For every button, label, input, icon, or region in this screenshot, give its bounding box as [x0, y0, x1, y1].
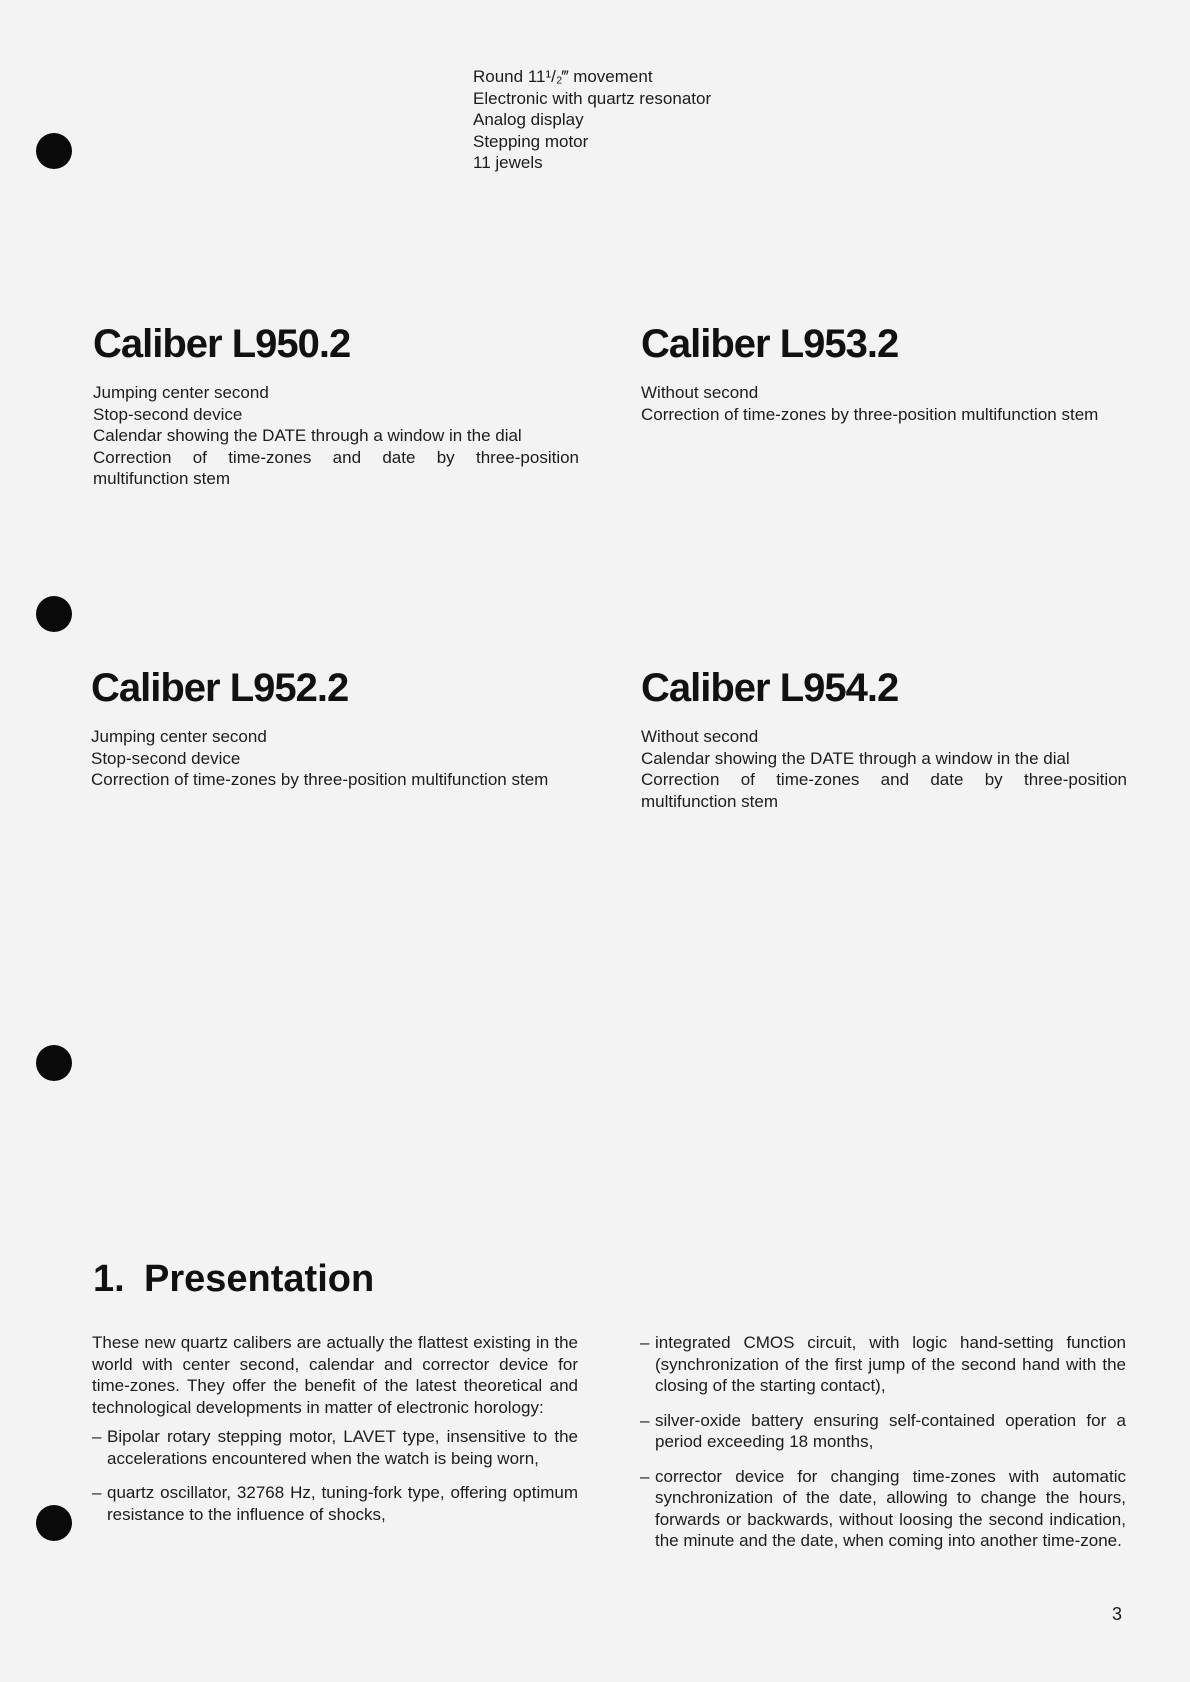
- caliber-feature: Calendar showing the DATE through a window in the dial: [93, 426, 522, 445]
- caliber-feature: Correction of time-zones and date by three-position multifunction stem: [641, 770, 1127, 811]
- spec-line: 11 jewels: [473, 153, 543, 172]
- presentation-right-column: [640, 1332, 1126, 1565]
- dash-marker: –: [640, 1333, 650, 1352]
- caliber-feature: Jumping center second: [91, 727, 267, 746]
- caliber-feature: Correction of time-zones by three-position multifunction stem: [641, 404, 1099, 424]
- caliber-feature: Correction of time-zones by three-position multifunction stem: [91, 770, 549, 789]
- caliber-l953-2: [641, 320, 1127, 425]
- caliber-feature: Without second: [641, 383, 759, 402]
- caliber-feature: Jumping center second: [93, 383, 269, 402]
- list-item: [640, 1332, 1126, 1397]
- spec-line: Analog display: [473, 110, 584, 129]
- caliber-title: Caliber L954.2: [641, 666, 899, 710]
- caliber-l950-2: [93, 320, 579, 490]
- punch-hole: [36, 1045, 72, 1081]
- list-item-text: integrated CMOS circuit, with logic hand-setting function (synchronization of the first jump of the second hand with the closing of the starting contact),: [655, 1333, 1126, 1395]
- caliber-l954-2: [641, 664, 1127, 812]
- dash-marker: –: [92, 1483, 102, 1502]
- list-item-text: corrector device for changing time-zones with automatic synchronization of the date, allowing to change the hours, forwards or backwards, without loosing the second indication, the minute and the date, when coming into another time-zone.: [655, 1466, 1126, 1550]
- caliber-feature: Without second: [641, 727, 759, 746]
- caliber-title: Caliber L950.2: [93, 322, 351, 366]
- page-number: 3: [1112, 1604, 1123, 1624]
- list-item: [640, 1466, 1126, 1552]
- dash-marker: –: [92, 1427, 102, 1446]
- section-heading: Presentation: [144, 1258, 375, 1300]
- punch-hole: [36, 1505, 72, 1541]
- caliber-title: Caliber L953.2: [641, 322, 899, 366]
- punch-hole: [36, 133, 72, 169]
- caliber-feature: Correction of time-zones and date by three-position multifunction stem: [93, 447, 579, 488]
- section-number: 1.: [93, 1258, 125, 1300]
- dash-marker: –: [640, 1466, 650, 1486]
- presentation-left-column: [92, 1332, 578, 1538]
- spec-line: Stepping motor: [473, 131, 589, 151]
- list-item-text: quartz oscillator, 32768 Hz, tuning-fork type, offering optimum resistance to the influence of shocks,: [107, 1483, 578, 1524]
- list-item-text: Bipolar rotary stepping motor, LAVET type, insensitive to the accelerations encountered when the watch is being worn,: [107, 1427, 578, 1468]
- punch-hole: [36, 596, 72, 632]
- spec-line: Electronic with quartz resonator: [473, 88, 712, 108]
- list-item-text: silver-oxide battery ensuring self-contained operation for a period exceeding 18 months,: [655, 1410, 1126, 1451]
- caliber-l952-2: [91, 664, 577, 791]
- caliber-feature: Stop-second device: [93, 404, 243, 424]
- dash-marker: –: [640, 1410, 650, 1430]
- caliber-title: Caliber L952.2: [91, 666, 349, 710]
- caliber-feature: Calendar showing the DATE through a window in the dial: [641, 748, 1070, 768]
- spec-line: Round 11¹/₂‴ movement: [473, 67, 653, 86]
- caliber-feature: Stop-second device: [91, 748, 241, 768]
- list-item: [92, 1482, 578, 1525]
- section-title: [93, 1258, 374, 1301]
- presentation-intro: These new quartz calibers are actually the flattest existing in the world with center second, calendar and corrector device for time-zones. They offer the benefit of the latest theoretical and technological developments in matter of electronic horology:: [92, 1333, 578, 1417]
- movement-specs: [473, 66, 711, 174]
- list-item: [640, 1410, 1126, 1453]
- list-item: [92, 1426, 578, 1469]
